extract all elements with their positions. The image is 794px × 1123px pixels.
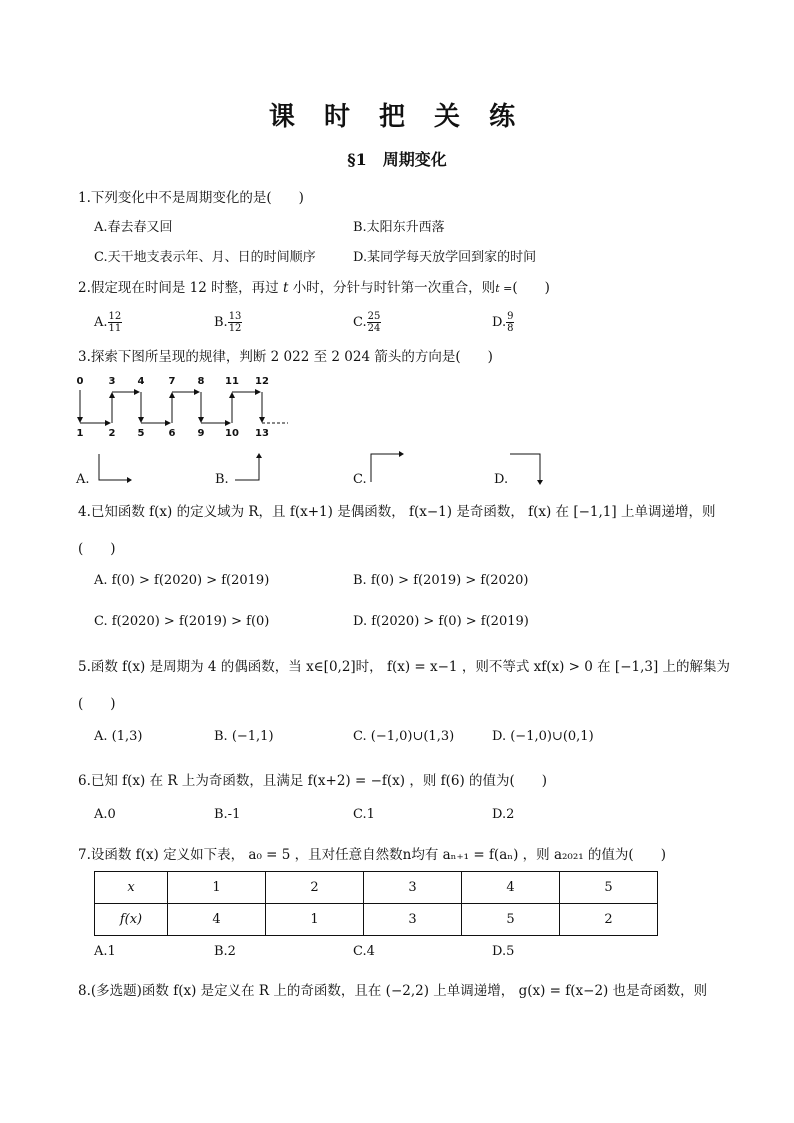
fraction [108,311,123,334]
question-4-stem-continued: ( ) [78,541,116,557]
question-2-stem-part4: ( ) [512,280,550,296]
pattern-top-number: 11 [225,376,239,387]
question-1-stem: 1.下列变化中不是周期变化的是( ) [78,190,304,206]
question-8-stem: 8.(多选题)函数 f(x) 是定义在 R 上的奇函数，且在 (−2,2) 上单调递增， g(x) = f(x−2) 也是奇函数，则 [78,983,708,999]
table-cell: 2 [560,904,658,936]
question-7-option-a: A.1 [94,944,116,959]
question-6-option-c: C.1 [353,807,375,822]
fraction-numerator: 25 [367,311,381,322]
question-7-stem: 7.设函数 f(x) 定义如下表， a₀ = 5 ，且对任意自然数n均有 aₙ₊₁ = f(aₙ) ，则 a₂₀₂₁ 的值为( ) [78,847,666,863]
fraction-denominator: 8 [507,323,514,334]
question-1-option-b: B.太阳东升西落 [353,220,445,235]
table-cell: 5 [560,872,658,904]
table-cell: 2 [266,872,364,904]
question-3-option-b: B. [215,472,229,487]
question-7-option-c: C.4 [353,944,375,959]
function-table [94,871,658,936]
question-3-option-c: C. [353,472,367,487]
question-7-option-b: B.2 [214,944,236,959]
fraction-numerator: 13 [228,311,242,322]
table-header-cell: x [95,872,168,904]
option-b-arrow-icon [233,452,269,486]
table-row [95,904,658,936]
fraction-denominator: 12 [228,323,242,334]
question-5-option-b: B. (−1,1) [214,729,274,744]
question-4-option-c: C. f(2020) > f(2019) > f(0) [94,614,270,629]
pattern-bottom-number: 13 [255,428,269,438]
option-label: C. [353,315,367,330]
table-cell: 3 [364,904,462,936]
pattern-top-number: 12 [255,376,269,387]
question-2-variable: t [282,280,289,296]
question-2-stem [78,276,550,296]
pattern-top-number: 0 [76,376,84,387]
question-2-option-a [94,311,122,334]
question-5-option-d: D. (−1,0)∪(0,1) [492,729,594,744]
fraction [367,311,382,334]
option-label: A. [94,315,108,330]
fraction [506,311,514,334]
pattern-bottom-number: 1 [76,428,84,438]
section-heading: §1 周期变化 [347,150,447,169]
question-1-option-d: D.某同学每天放学回到家的时间 [353,250,537,265]
question-4-stem: 4.已知函数 f(x) 的定义域为 R，且 f(x+1) 是偶函数， f(x−1) 是奇函数， f(x) 在 [−1,1] 上单调递增，则 [78,504,716,520]
table-cell: 1 [266,904,364,936]
fraction-denominator: 24 [367,323,381,334]
table-row [95,872,658,904]
option-label: D. [492,315,507,330]
question-5-option-c: C. (−1,0)∪(1,3) [353,729,455,744]
question-2-option-c [353,311,381,334]
table-cell: 1 [168,872,266,904]
fraction-numerator: 9 [507,311,514,322]
pattern-bottom-number: 9 [197,428,205,438]
question-4-option-a: A. f(0) > f(2020) > f(2019) [94,573,270,588]
pattern-top-number: 4 [137,376,145,387]
pattern-top-number: 3 [108,376,116,387]
table-cell: 3 [364,872,462,904]
option-a-arrow-icon [95,452,135,486]
fraction-denominator: 11 [108,323,122,334]
option-c-arrow-icon [365,450,409,484]
question-4-option-b: B. f(0) > f(2019) > f(2020) [353,573,529,588]
question-3-stem: 3.探索下图所呈现的规律，判断 2 022 至 2 024 箭头的方向是( ) [78,349,493,365]
question-5-stem: 5.函数 f(x) 是周期为 4 的偶函数，当 x∈[0,2]时， f(x) = x−1 ，则不等式 xf(x) > 0 在 [−1,3] 上的解集为 [78,659,731,675]
question-2-option-d [492,311,514,334]
question-4-option-d: D. f(2020) > f(0) > f(2019) [353,614,529,629]
table-header-cell: f(x) [95,904,168,936]
option-label: B. [214,315,228,330]
fraction [228,311,243,334]
question-1-option-a: A.春去春又回 [94,220,173,235]
question-5-option-a: A. (1,3) [94,729,143,744]
pattern-bottom-number: 2 [108,428,116,438]
pattern-bottom-number: 10 [225,428,239,438]
question-2-stem-part3: t = [495,282,513,295]
page-title: 课 时 把 关 练 [268,102,526,132]
question-6-option-a: A.0 [94,807,116,822]
table-cell: 5 [462,904,560,936]
question-2-option-b [214,311,242,334]
question-2-stem-part1: 2.假定现在时间是 12 时整，再过 [78,280,279,296]
question-7-option-d: D.5 [492,944,515,959]
question-3-option-d: D. [494,472,509,487]
question-5-stem-continued: ( ) [78,696,116,712]
question-1-option-c: C.天干地支表示年、月、日的时间顺序 [94,250,316,265]
option-d-arrow-icon [508,450,550,486]
pattern-top-number: 8 [197,376,205,387]
question-3-option-a: A. [76,472,90,487]
pattern-bottom-number: 5 [137,428,145,438]
question-6-option-b: B.-1 [214,807,241,822]
question-6-stem: 6.已知 f(x) 在 R 上为奇函数，且满足 f(x+2) = −f(x) ，则 f(6) 的值为( ) [78,773,548,789]
table-cell: 4 [168,904,266,936]
question-2-stem-part2: 小时，分针与时针第一次重合，则 [292,280,496,296]
pattern-bottom-number: 6 [168,428,176,438]
arrow-pattern-figure [70,372,300,438]
pattern-top-number: 7 [168,376,176,387]
table-cell: 4 [462,872,560,904]
fraction-numerator: 12 [108,311,122,322]
question-6-option-d: D.2 [492,807,515,822]
